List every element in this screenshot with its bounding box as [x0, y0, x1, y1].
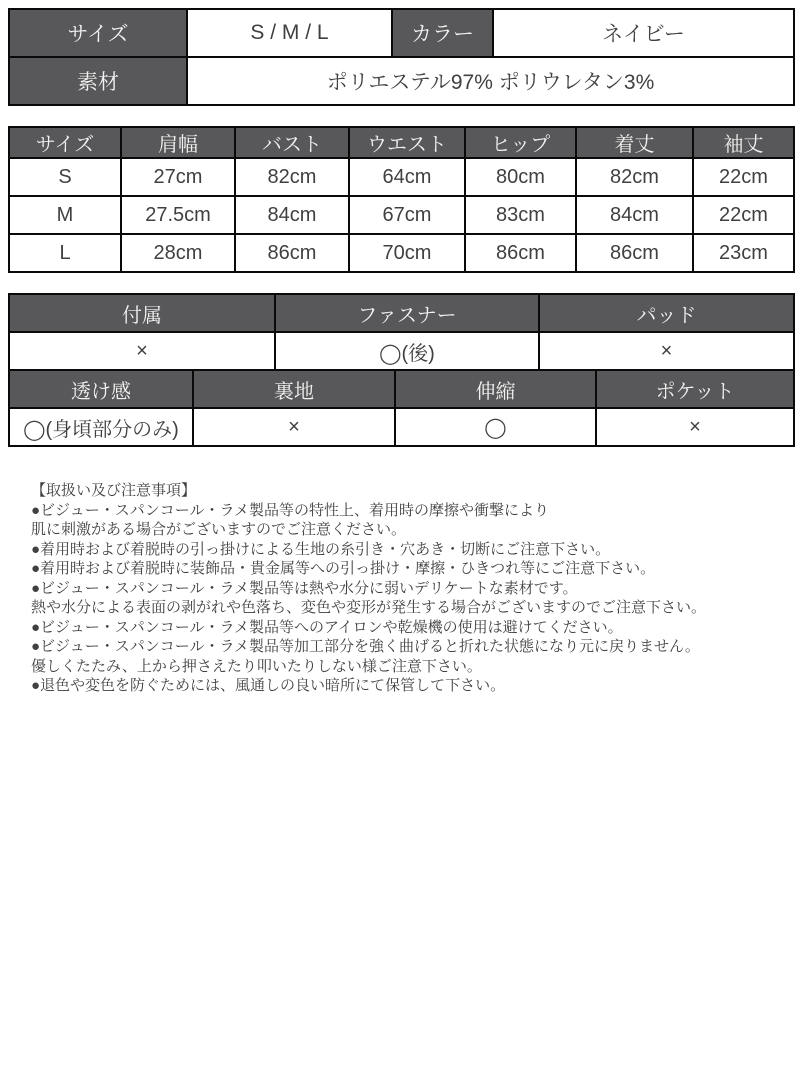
- features-b-value-row: [9, 408, 794, 446]
- care-note-line: ●ビジュー・スパンコール・ラメ製品等は熱や水分に弱いデリケートな素材です。: [31, 579, 578, 597]
- fastener-label: ファスナー: [275, 294, 539, 332]
- care-note-line: ●着用時および着脱時の引っ掛けによる生地の糸引き・穴あき・切断にご注意下さい。: [31, 540, 611, 558]
- cell-s-size: S: [9, 158, 121, 196]
- cell-s-shoulder: 27cm: [121, 158, 235, 196]
- size-chart-row-l: [9, 234, 794, 272]
- lining-value: ×: [193, 408, 395, 446]
- sheerness-value: ◯(身頃部分のみ): [9, 408, 193, 446]
- stretch-value: ◯: [395, 408, 596, 446]
- size-chart-header-sleeve: 袖丈: [693, 127, 794, 158]
- size-value: S / M / L: [187, 9, 392, 57]
- care-note-line: ●ビジュー・スパンコール・ラメ製品等加工部分を強く曲げると折れた状態になり元に戻りません。: [31, 638, 700, 655]
- cell-l-hip: 86cm: [465, 234, 576, 272]
- material-value: ポリエステル97% ポリウレタン3%: [187, 57, 794, 105]
- stretch-label: 伸縮: [395, 370, 596, 408]
- cell-l-bust: 86cm: [235, 234, 349, 272]
- accessories-label: 付属: [9, 294, 275, 332]
- color-label: カラー: [392, 9, 493, 57]
- size-chart-table: [8, 126, 795, 273]
- cell-s-waist: 64cm: [349, 158, 465, 196]
- care-note-line: 肌に刺激がある場合がございますのでご注意ください。: [31, 521, 407, 538]
- sheerness-label: 透け感: [9, 370, 193, 408]
- cell-l-sleeve: 23cm: [693, 234, 794, 272]
- material-label: 素材: [9, 57, 187, 105]
- pocket-label: ポケット: [596, 370, 794, 408]
- cell-m-waist: 67cm: [349, 196, 465, 234]
- cell-m-bust: 84cm: [235, 196, 349, 234]
- size-chart-row-m: [9, 196, 794, 234]
- features-a-header-row: [9, 294, 794, 332]
- cell-m-hip: 83cm: [465, 196, 576, 234]
- features-b-header-row: [9, 370, 794, 408]
- color-value: ネイビー: [493, 9, 794, 57]
- cell-m-shoulder: 27.5cm: [121, 196, 235, 234]
- care-note-line: ●退色や変色を防ぐためには、風通しの良い暗所にて保管して下さい。: [31, 677, 506, 694]
- spec-table: [8, 8, 795, 106]
- size-chart-header-bust: バスト: [235, 127, 349, 158]
- size-label: サイズ: [9, 9, 187, 57]
- care-note-line: ●ビジュー・スパンコール・ラメ製品等の特性上、着用時の摩擦や衝撃により: [31, 501, 550, 519]
- size-chart-header-shoulder: 肩幅: [121, 127, 235, 158]
- care-note-line: 熱や水分による表面の剥がれや色落ち、変色や変形が発生する場合がございますのでご注意下さい。: [31, 599, 707, 616]
- features-table-b: [8, 369, 795, 447]
- cell-m-length: 84cm: [576, 196, 693, 234]
- cell-l-length: 86cm: [576, 234, 693, 272]
- features-table-a: [8, 293, 795, 371]
- care-note-line: ●ビジュー・スパンコール・ラメ製品等へのアイロンや乾燥機の使用は避けてください。: [31, 618, 623, 636]
- size-chart-header-waist: ウエスト: [349, 127, 465, 158]
- size-chart-header-row: [9, 127, 794, 158]
- pad-label: パッド: [539, 294, 794, 332]
- size-chart-header-hip: ヒップ: [465, 127, 576, 158]
- spec-row-size-color: [9, 9, 794, 57]
- lining-label: 裏地: [193, 370, 395, 408]
- cell-m-sleeve: 22cm: [693, 196, 794, 234]
- care-notes-title: 【取扱い及び注意事項】: [31, 482, 197, 499]
- cell-l-size: L: [9, 234, 121, 272]
- fastener-value: ◯(後): [275, 332, 539, 370]
- size-chart-row-s: [9, 158, 794, 196]
- size-chart-header-length: 着丈: [576, 127, 693, 158]
- size-chart-header-size: サイズ: [9, 127, 121, 158]
- cell-s-sleeve: 22cm: [693, 158, 794, 196]
- spec-row-material: [9, 57, 794, 105]
- care-note-line: 優しくたたみ、上から押さえたり叩いたりしない様ご注意下さい。: [31, 657, 482, 675]
- pocket-value: ×: [596, 408, 794, 446]
- care-note-line: ●着用時および着脱時に装飾品・貴金属等への引っ掛け・摩擦・ひきつれ等にご注意下さい。: [31, 560, 656, 577]
- pad-value: ×: [539, 332, 794, 370]
- cell-m-size: M: [9, 196, 121, 234]
- cell-s-length: 82cm: [576, 158, 693, 196]
- cell-l-waist: 70cm: [349, 234, 465, 272]
- cell-l-shoulder: 28cm: [121, 234, 235, 272]
- cell-s-hip: 80cm: [465, 158, 576, 196]
- cell-s-bust: 82cm: [235, 158, 349, 196]
- care-notes-section: [8, 481, 800, 696]
- accessories-value: ×: [9, 332, 275, 370]
- features-a-value-row: [9, 332, 794, 370]
